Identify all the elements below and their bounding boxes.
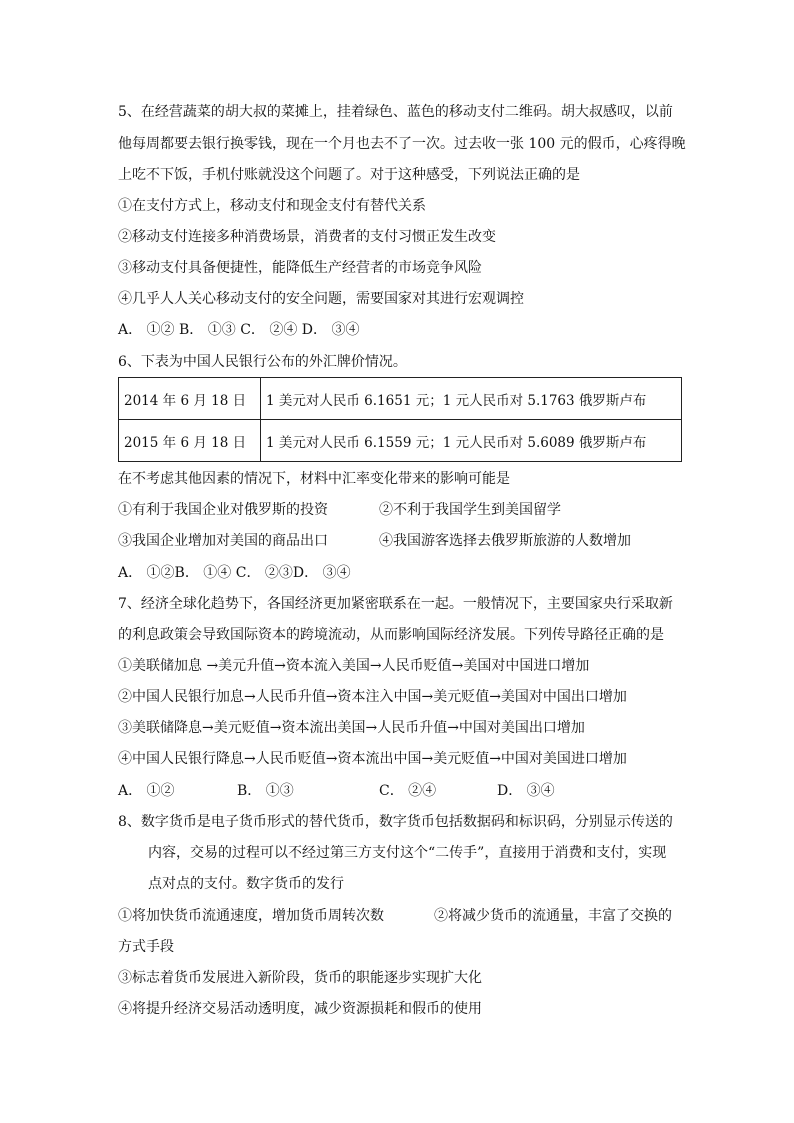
q5-stem-line-2: 他每周都要去银行换零钱，现在一个月也去不了一次。过去收一张 100 元的假币，心疼得晚 xyxy=(118,136,686,152)
q7-item-3: ③美联储降息→美元贬值→资本流出美国→人民币升值→中国对美国出口增加 xyxy=(118,720,585,736)
q5-item-2: ②移动支付连接多种消费场景，消费者的支付习惯正发生改变 xyxy=(118,229,496,245)
q6-item-3: ③我国企业增加对美国的商品出口 xyxy=(118,533,328,549)
q5-options: A． ①② B． ①③ C． ②④ D． ③④ xyxy=(118,322,360,338)
q8-stem-line-1: 8、数字货币是电子货币形式的替代货币，数字货币包括数据码和标识码，分别显示传送的 xyxy=(118,814,673,830)
q7-item-2: ②中国人民银行加息→人民币升值→资本注入中国→美元贬值→美国对中国出口增加 xyxy=(118,689,627,705)
q5-stem-line-3: 上吃不下饭，手机付账就没这个问题了。对于这种感受，下列说法正确的是 xyxy=(118,167,580,183)
q5-item-3: ③移动支付具备便捷性，能降低生产经营者的市场竞争风险 xyxy=(118,260,482,276)
q7-option-a: A． ①② xyxy=(118,783,175,799)
table-row xyxy=(119,378,682,420)
q8-item-4: ④将提升经济交易活动透明度，减少资源损耗和假币的使用 xyxy=(118,1001,482,1017)
q8-stem-line-2: 内容，交易的过程可以不经过第三方支付这个“二传手”，直接用于消费和支付，实现 xyxy=(148,845,667,861)
q5-item-4: ④几乎人人关心移动支付的安全问题，需要国家对其进行宏观调控 xyxy=(118,291,524,307)
q7-item-1: ①美联储加息 →美元升值→资本流入美国→人民币贬值→美国对中国进口增加 xyxy=(118,658,590,674)
q6-stem: 6、下表为中国人民银行公布的外汇牌价情况。 xyxy=(118,354,407,370)
q6-item-4: ④我国游客选择去俄罗斯旅游的人数增加 xyxy=(379,533,631,549)
q7-option-b: B． ①③ xyxy=(237,783,294,799)
q7-option-c: C． ②④ xyxy=(379,783,437,799)
q5-item-1: ①在支付方式上，移动支付和现金支付有替代关系 xyxy=(118,198,426,214)
table-row xyxy=(119,420,682,462)
table-cell-date: 2014 年 6 月 18 日 xyxy=(119,378,261,420)
q8-item-1: ①将加快货币流通速度，增加货币周转次数 xyxy=(118,908,384,924)
table-cell-rate: 1 美元对人民币 6.1559 元；1 元人民币对 5.6089 俄罗斯卢布 xyxy=(261,420,682,462)
table-cell-date: 2015 年 6 月 18 日 xyxy=(119,420,261,462)
q7-stem-line-1: 7、经济全球化趋势下，各国经济更加紧密联系在一起。一般情况下，主要国家央行采取新 xyxy=(118,596,673,612)
q7-stem-line-2: 的利息政策会导致国际资本的跨境流动，从而影响国际经济发展。下列传导路径正确的是 xyxy=(118,627,664,643)
q7-option-d: D． ③④ xyxy=(497,783,555,799)
q6-options: A． ①②B． ①④ C． ②③D． ③④ xyxy=(118,565,351,581)
q8-stem-line-3: 点对点的支付。数字货币的发行 xyxy=(148,876,344,892)
q6-item-1: ①有利于我国企业对俄罗斯的投资 xyxy=(118,502,328,518)
exchange-rate-table xyxy=(118,377,682,462)
q8-item-3: ③标志着货币发展进入新阶段，货币的职能逐步实现扩大化 xyxy=(118,970,482,986)
q6-question: 在不考虑其他因素的情况下，材料中汇率变化带来的影响可能是 xyxy=(118,471,510,487)
q5-stem-line-1: 5、在经营蔬菜的胡大叔的菜摊上，挂着绿色、蓝色的移动支付二维码。胡大叔感叹，以前 xyxy=(118,104,673,120)
q7-item-4: ④中国人民银行降息→人民币贬值→资本流出中国→美元贬值→中国对美国进口增加 xyxy=(118,751,627,767)
table-cell-rate: 1 美元对人民币 6.1651 元；1 元人民币对 5.1763 俄罗斯卢布 xyxy=(261,378,682,420)
q8-item-2: ②将减少货币的流通量，丰富了交换的 xyxy=(434,908,672,924)
q8-item-2-continued: 方式手段 xyxy=(118,939,174,955)
q6-item-2: ②不利于我国学生到美国留学 xyxy=(379,502,561,518)
